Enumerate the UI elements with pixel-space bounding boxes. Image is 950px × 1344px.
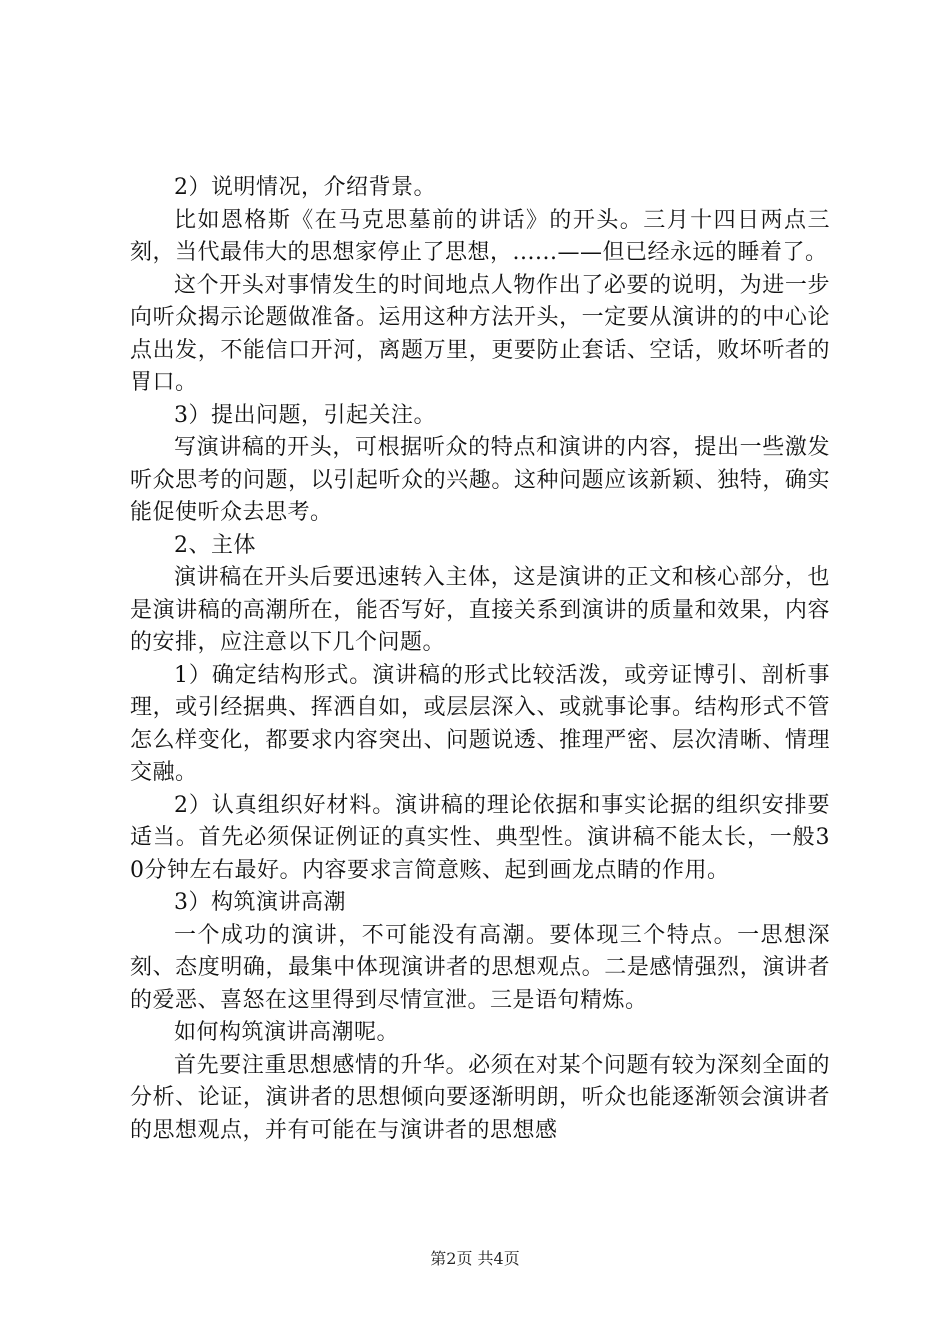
paragraph-10: 3）构筑演讲高潮 xyxy=(174,890,346,915)
paragraph-7: 演讲稿在开头后要迅速转入主体，这是演讲的正文和核心部分，也是演讲稿的高潮所在，能否写好，直接关系到演讲的质量和效果，内容的安排，应注意以下几个问题。 xyxy=(130,565,830,655)
page-footer xyxy=(0,1246,950,1269)
document-body xyxy=(130,172,830,1147)
paragraph-11: 一个成功的演讲，不可能没有高潮。要体现三个特点。一思想深刻、态度明确，最集中体现演讲者的思想观点。二是感情强烈，演讲者的爱恶、喜怒在这里得到尽情宣泄。三是语句精炼。 xyxy=(130,922,830,1013)
page-number-label: 第2页 共4页 xyxy=(430,1249,520,1268)
paragraph-13: 首先要注重思想感情的升华。必须在对某个问题有较为深刻全面的分析、论证，演讲者的思想倾向要逐渐明朗，听众也能逐渐领会演讲者的思想观点，并有可能在与演讲者的思想感 xyxy=(130,1052,830,1143)
paragraph-2: 比如恩格斯《在马克思墓前的讲话》的开头。三月十四日两点三刻，当代最伟大的思想家停止了思想，......——但已经永远的睡着了。 xyxy=(130,207,830,265)
paragraph-3: 这个开头对事情发生的时间地点人物作出了必要的说明，为进一步向听众揭示论题做准备。运用这种方法开头，一定要从演讲的的中心论点出发，不能信口开河，离题万里，更要防止套话、空话，败坏听者的胃口。 xyxy=(130,272,830,395)
paragraph-9: 2）认真组织好材料。演讲稿的理论依据和事实论据的组织安排要适当。首先必须保证例证的真实性、典型性。演讲稿不能太长，一般30分钟左右最好。内容要求言简意赅、起到画龙点睛的作用。 xyxy=(130,792,830,883)
paragraph-8: 1）确定结构形式。演讲稿的形式比较活泼，或旁证博引、剖析事理，或引经据典、挥洒自如，或层层深入、或就事论事。结构形式不管怎么样变化，都要求内容突出、问题说透、推理严密、层次清晰、情理交融。 xyxy=(130,662,830,785)
paragraph-4: 3）提出问题，引起关注。 xyxy=(174,402,436,428)
paragraph-12: 如何构筑演讲高潮呢。 xyxy=(174,1020,400,1045)
paragraph-5: 写演讲稿的开头，可根据听众的特点和演讲的内容，提出一些激发听众思考的问题，以引起听众的兴趣。这种问题应该新颖、独特，确实能促使听众去思考。 xyxy=(130,435,830,525)
paragraph-6: 2、主体 xyxy=(174,532,256,558)
paragraph-1: 2）说明情况，介绍背景。 xyxy=(174,175,436,200)
